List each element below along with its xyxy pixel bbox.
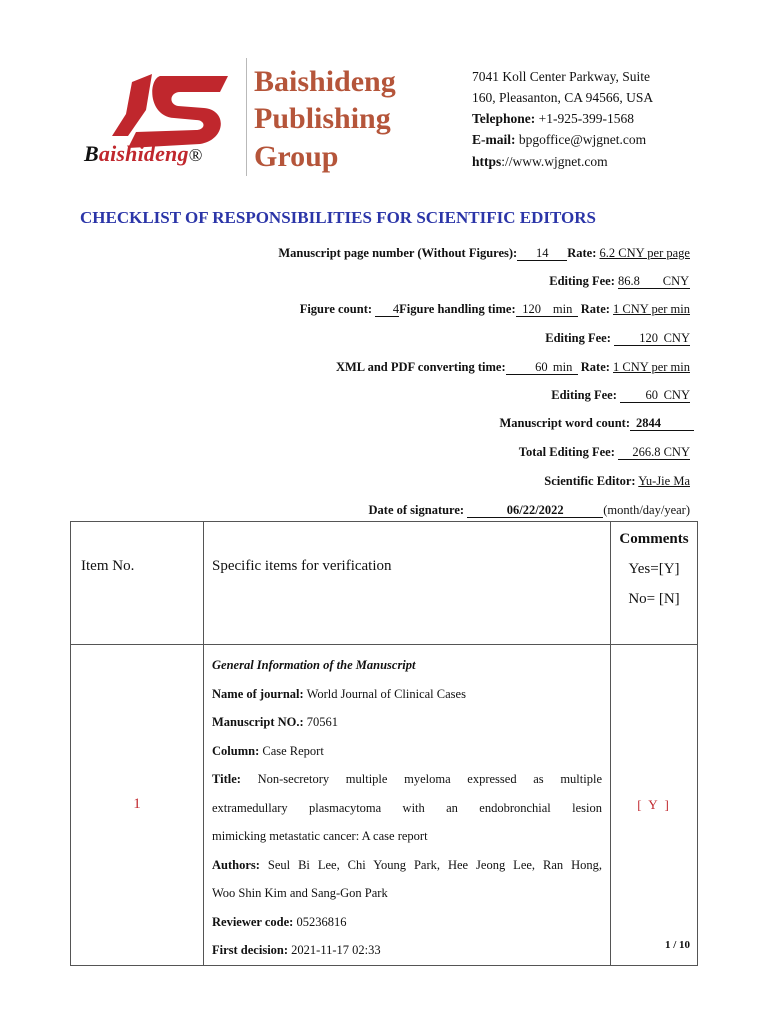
editing-fee-value: 86.8 [618, 274, 662, 289]
figure-label: Figure count: [299, 302, 373, 316]
xml-time: 60 [506, 360, 548, 375]
decision-date: 2021-11-17 02:33 [291, 943, 381, 957]
page-label: Manuscript page number (Without Figures): [278, 246, 518, 260]
editing-fee-value: 120 [614, 331, 658, 346]
currency: CNY [662, 274, 690, 288]
page-number-row [278, 246, 690, 261]
baishideng-logo-mark [108, 70, 248, 150]
rate-label: Rate: [580, 360, 610, 374]
editor-name: Yu-Jie Ma [638, 474, 690, 488]
rate-label: Rate: [580, 302, 610, 316]
journal-label: Name of journal: [212, 686, 304, 701]
website-label: https [472, 154, 502, 169]
email-line [472, 129, 646, 150]
col-comments-header [611, 522, 698, 645]
manuscript-title-line-2: extramedullary plasmacytoma with an endobronchial lesion [212, 800, 602, 815]
address-line-2: 160, Pleasanton, CA 94566, USA [472, 90, 654, 105]
signature-date-row [369, 503, 691, 518]
comment-mark: [ Y ] [611, 645, 698, 966]
telephone-label: Telephone: [472, 111, 536, 126]
table-header-row [71, 522, 698, 645]
editor-row [544, 474, 690, 489]
authors-line-2: Woo Shin Kim and Sang-Gon Park [212, 886, 388, 900]
manuscript-no-label: Manuscript NO.: [212, 715, 304, 729]
table-row [71, 645, 698, 966]
figure-row [300, 302, 690, 317]
editing-fee-label: Editing Fee: [545, 331, 611, 345]
authors-line-1: Seul Bi Lee, Chi Young Park, Hee Jeong Lee, Ran Hong, [267, 857, 603, 872]
manuscript-title-line-1: Non-secretory multiple myeloma expressed as multiple [257, 772, 602, 786]
word-count: 2844 [630, 416, 694, 431]
col-spec-header: Specific items for verification [204, 522, 611, 645]
wordmark-initial: B [84, 141, 99, 166]
total-fee: 266.8 CNY [618, 445, 690, 460]
currency: CNY [658, 331, 690, 346]
signature-date: 06/22/2022 [467, 503, 603, 518]
yes-legend: Yes=[Y] [628, 561, 680, 577]
address-line-1: 7041 Koll Center Parkway, Suite [472, 69, 650, 84]
journal-name: World Journal of Clinical Cases [306, 686, 466, 701]
brand-line-3: Group [254, 140, 339, 173]
website-value[interactable]: ://www.wjgnet.com [501, 154, 608, 169]
title-label: Title: [212, 772, 241, 786]
item-number: 1 [71, 645, 204, 966]
brand-line-2: Publishing [254, 102, 391, 135]
word-count-label: Manuscript word count: [499, 416, 630, 430]
brand-line-1: Baishideng [254, 65, 396, 98]
min-label: min [548, 302, 578, 317]
rate-per-min: 1 CNY per min [613, 360, 690, 374]
col-item-header: Item No. [71, 522, 204, 645]
min-label: min [548, 360, 578, 375]
authors-label: Authors: [212, 857, 260, 872]
page-number: 1 / 10 [664, 939, 690, 951]
editing-fee-value: 60 [620, 388, 658, 403]
telephone-value: +1-925-399-1568 [538, 111, 634, 126]
date-format: (month/day/year) [603, 503, 690, 517]
telephone-line [472, 108, 634, 129]
figure-count: 4 [375, 302, 399, 317]
editing-fee-label: Editing Fee: [549, 274, 615, 288]
figure-time-label: Figure handling time: [399, 302, 516, 316]
no-legend: No= [N] [628, 591, 680, 607]
editing-fee-label: Editing Fee: [551, 388, 617, 402]
rate-label: Rate: [567, 246, 597, 260]
baishideng-wordmark [84, 141, 203, 167]
email-value[interactable]: bpgoffice@wjgnet.com [518, 132, 647, 147]
word-count-row [499, 416, 694, 431]
decision-label: First decision: [212, 943, 289, 957]
page-count: 14 [517, 246, 567, 261]
xml-label: XML and PDF converting time: [335, 360, 506, 374]
checklist-table [70, 521, 698, 966]
manuscript-no: 70561 [306, 715, 339, 729]
comments-label: Comments [619, 531, 689, 547]
rate-per-min: 1 CNY per min [613, 302, 690, 316]
reviewer-label: Reviewer code: [212, 914, 294, 929]
figure-time: 120 [516, 302, 548, 317]
total-fee-row [519, 445, 690, 460]
header-divider [246, 58, 247, 176]
column-label: Column: [212, 743, 260, 758]
email-label: E-mail: [472, 132, 516, 147]
column-value: Case Report [262, 743, 324, 758]
website-line [472, 151, 608, 172]
reviewer-code: 05236816 [296, 914, 347, 929]
wordmark-rest: aishideng [98, 141, 189, 166]
manuscript-title-line-3: mimicking metastatic cancer: A case report [212, 829, 428, 843]
editing-fee-row-1 [549, 274, 690, 289]
editing-fee-row-2 [545, 331, 690, 346]
date-label: Date of signature: [368, 503, 465, 517]
editing-fee-row-3 [551, 388, 690, 403]
total-label: Total Editing Fee: [518, 445, 615, 459]
section-heading: General Information of the Manuscript [212, 658, 416, 672]
registered-mark: ® [188, 145, 203, 165]
xml-row [336, 360, 690, 375]
verification-items [204, 645, 611, 966]
page-rate: 6.2 CNY per page [599, 246, 690, 260]
editor-label: Scientific Editor: [544, 474, 636, 488]
currency: CNY [658, 388, 690, 403]
document-title: CHECKLIST OF RESPONSIBILITIES FOR SCIENTIFIC EDITORS [80, 208, 596, 227]
